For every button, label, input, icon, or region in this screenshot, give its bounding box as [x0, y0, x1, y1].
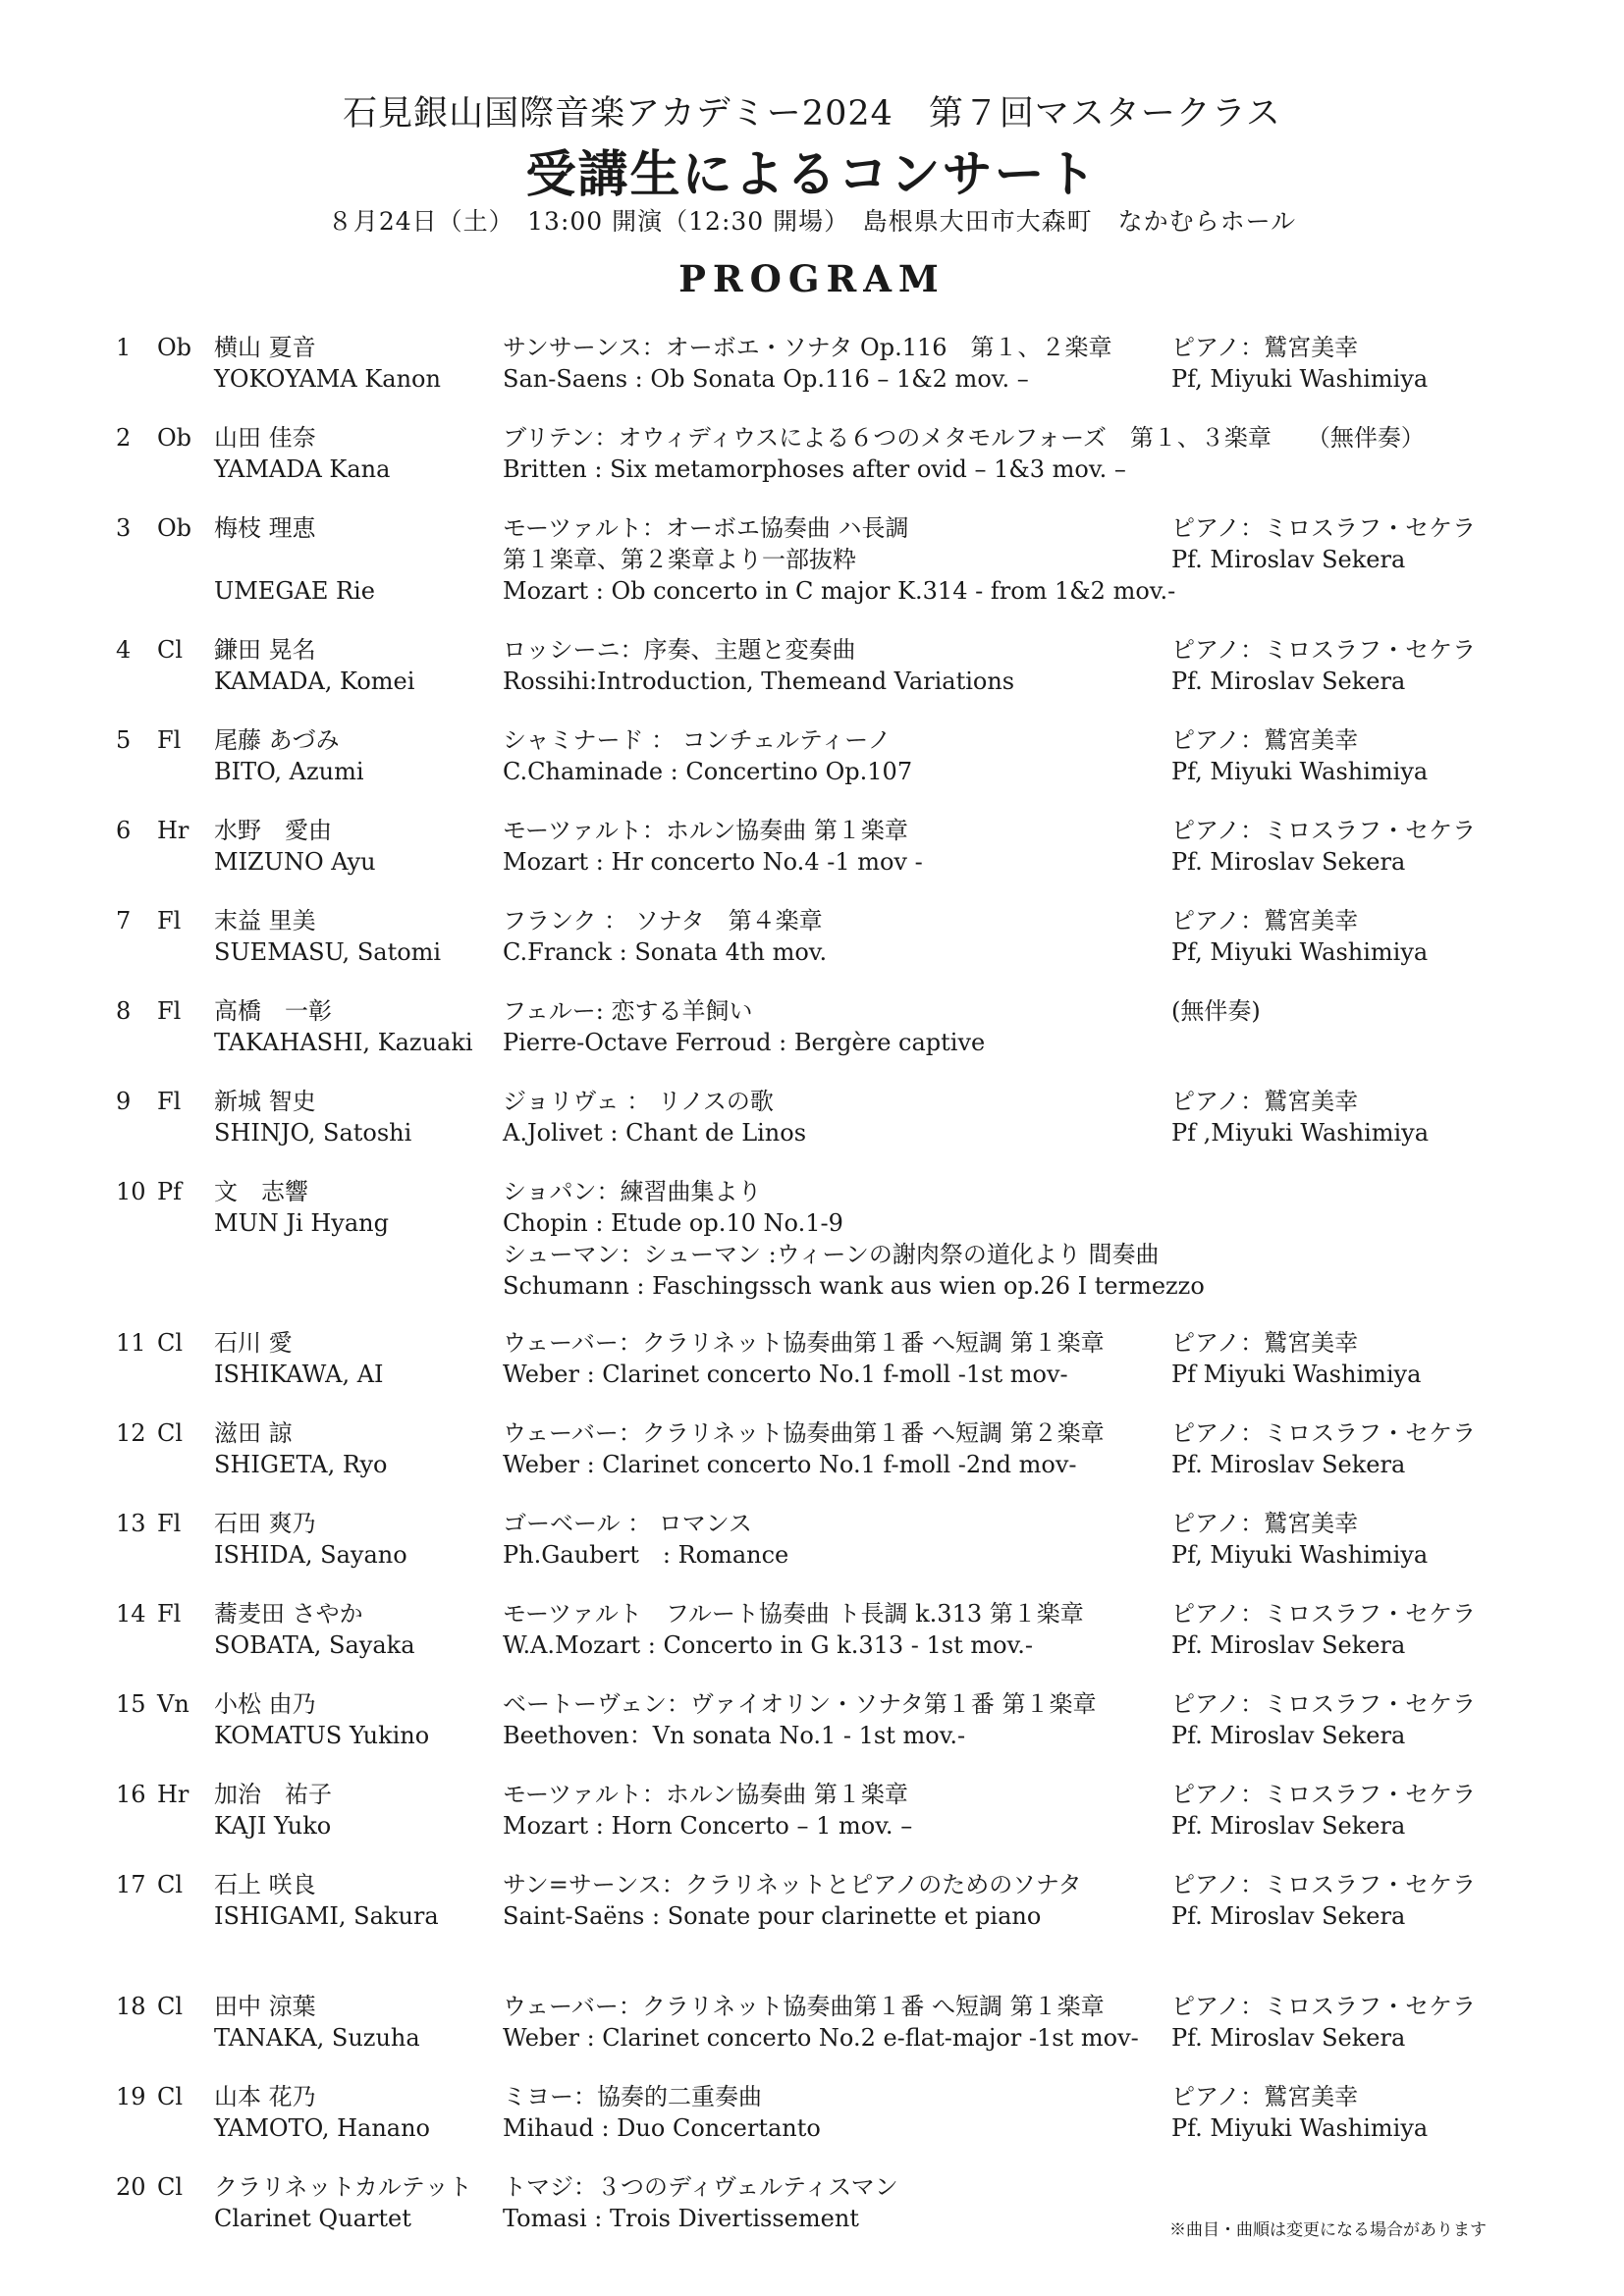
pianist-line: Pf. Miroslav Sekera: [1171, 1451, 1406, 1478]
entry-instrument: Fl: [157, 1600, 182, 1628]
piece-line: フランク ： ソナタ 第４楽章: [503, 907, 823, 934]
pianist-line: Pf, Miyuki Washimiya: [1171, 758, 1429, 785]
entry-number: 13: [116, 1510, 146, 1537]
piece-line: ショパン：練習曲集より: [503, 1178, 762, 1205]
entry-number: 4: [116, 636, 132, 664]
concert-title: 受講生によるコンサート: [525, 145, 1099, 204]
performer-name-en: UMEGAE Rie: [214, 577, 375, 605]
pianist-line: ピアノ：ミロスラフ・セケラ: [1171, 817, 1477, 844]
entry-instrument: Fl: [157, 907, 182, 934]
pianist-line: Pf Miyuki Washimiya: [1171, 1361, 1422, 1388]
pianist-line: Pf, Miyuki Washimiya: [1171, 1541, 1429, 1569]
pianist-line: Pf. Miyuki Washimiya: [1171, 2114, 1429, 2142]
piece-line: ウェーバー：クラリネット協奏曲第１番 へ短調 第１楽章: [503, 1329, 1105, 1357]
entry-number: 11: [116, 1329, 146, 1357]
entry-instrument: Ob: [157, 334, 192, 361]
entry-instrument: Cl: [157, 1419, 184, 1447]
footnote: ※曲目・曲順は変更になる場合があります: [1169, 2220, 1487, 2240]
entry-number: 7: [116, 907, 132, 934]
pianist-line: Pf ,Miyuki Washimiya: [1171, 1119, 1430, 1147]
performer-name-ja: 滋田 諒: [214, 1419, 293, 1447]
pianist-line: Pf. Miroslav Sekera: [1171, 1631, 1406, 1659]
performer-name-en: MIZUNO Ayu: [214, 848, 376, 876]
performer-name-en: SUEMASU, Satomi: [214, 938, 442, 966]
performer-name-en: TAKAHASHI, Kazuaki: [214, 1029, 473, 1056]
performer-name-ja: 蕎麦田 さやか: [214, 1600, 363, 1628]
performer-name-ja: 高橋 一彰: [214, 997, 332, 1025]
performer-name-en: SOBATA, Sayaka: [214, 1631, 415, 1659]
pianist-line: ピアノ：ミロスラフ・セケラ: [1171, 1781, 1477, 1808]
pianist-line: ピアノ：鷲宮美幸: [1171, 726, 1359, 754]
entry-number: 12: [116, 1419, 146, 1447]
piece-line: トマジ：３つのディヴェルティスマン: [503, 2173, 898, 2201]
piece-line: Mihaud : Duo Concertanto: [503, 2114, 821, 2142]
performer-name-en: SHINJO, Satoshi: [214, 1119, 412, 1147]
performer-name-en: TANAKA, Suzuha: [214, 2024, 420, 2052]
pianist-line: (無伴奏): [1171, 997, 1261, 1025]
piece-line: サン=サーンス：クラリネットとピアノのためのソナタ: [503, 1871, 1082, 1898]
entry-instrument: Pf: [157, 1178, 183, 1205]
pianist-line: Pf. Miroslav Sekera: [1171, 1902, 1406, 1930]
performer-name-en: YAMOTO, Hanano: [214, 2114, 431, 2142]
pianist-line: ピアノ：鷲宮美幸: [1171, 2083, 1359, 2110]
pianist-line: ピアノ：ミロスラフ・セケラ: [1171, 514, 1477, 542]
piece-line: モーツァルト：ホルン協奏曲 第１楽章: [503, 1781, 908, 1808]
performer-name-ja: 末益 里美: [214, 907, 316, 934]
entry-number: 5: [116, 726, 132, 754]
pianist-line: ピアノ：ミロスラフ・セケラ: [1171, 1690, 1477, 1718]
entry-number: 15: [116, 1690, 146, 1718]
performer-name-en: YOKOYAMA Kanon: [214, 365, 441, 393]
piece-line: サンサーンス：オーボエ・ソナタ Op.116 第１、２楽章: [503, 334, 1112, 361]
entry-instrument: Vn: [157, 1690, 189, 1718]
performer-name-ja: 尾藤 あづみ: [214, 726, 340, 754]
piece-line: モーツァルト：ホルン協奏曲 第１楽章: [503, 817, 908, 844]
entry-number: 16: [116, 1781, 146, 1808]
piece-line: C.Franck : Sonata 4th mov.: [503, 938, 828, 966]
pianist-line: ピアノ：ミロスラフ・セケラ: [1171, 1993, 1477, 2020]
entry-instrument: Cl: [157, 636, 184, 664]
piece-line: ウェーバー：クラリネット協奏曲第１番 へ短調 第２楽章: [503, 1419, 1105, 1447]
performer-name-ja: 鎌田 晃名: [214, 636, 316, 664]
performer-name-en: KAMADA, Komei: [214, 667, 415, 695]
piece-line: Weber : Clarinet concerto No.1 f-moll -2nd mov-: [503, 1451, 1077, 1478]
program-heading: PROGRAM: [678, 257, 946, 300]
entry-instrument: Hr: [157, 1781, 189, 1808]
pianist-line: ピアノ：鷲宮美幸: [1171, 1329, 1359, 1357]
pianist-line: ピアノ：鷲宮美幸: [1171, 334, 1359, 361]
piece-line: Mozart : Horn Concerto – 1 mov. –: [503, 1812, 913, 1840]
piece-line: Saint-Saëns : Sonate pour clarinette et piano: [503, 1902, 1042, 1930]
piece-line: ブリテン：オウィディウスによる６つのメタモルフォーズ 第１、３楽章 （無伴奏）: [503, 424, 1425, 452]
pianist-line: ピアノ：ミロスラフ・セケラ: [1171, 1600, 1477, 1628]
performer-name-en: BITO, Azumi: [214, 758, 364, 785]
piece-line: Ph.Gaubert : Romance: [503, 1541, 789, 1569]
pianist-line: Pf, Miyuki Washimiya: [1171, 365, 1429, 393]
pianist-line: ピアノ：鷲宮美幸: [1171, 907, 1359, 934]
piece-line: Mozart : Ob concerto in C major K.314 - from 1&2 mov.-: [503, 577, 1176, 605]
entry-instrument: Fl: [157, 997, 182, 1025]
entry-instrument: Cl: [157, 2083, 184, 2110]
performer-name-ja: 石上 咲良: [214, 1871, 316, 1898]
entry-instrument: Cl: [157, 1329, 184, 1357]
entry-number: 8: [116, 997, 132, 1025]
academy-title: 石見銀山国際音楽アカデミー2024 第７回マスタークラス: [343, 94, 1281, 133]
event-info: ８月24日（土） 13:00 開演（12:30 開場） 島根県大田市大森町 なかむらホール: [327, 207, 1297, 236]
entry-instrument: Ob: [157, 514, 192, 542]
entry-instrument: Fl: [157, 726, 182, 754]
piece-line: Chopin : Etude op.10 No.1-9: [503, 1209, 843, 1237]
piece-line: W.A.Mozart : Concerto in G k.313 - 1st mov.-: [503, 1631, 1034, 1659]
performer-name-ja: 横山 夏音: [214, 334, 316, 361]
entry-number: 10: [116, 1178, 146, 1205]
entry-instrument: Fl: [157, 1088, 182, 1115]
entry-number: 19: [116, 2083, 146, 2110]
performer-name-en: ISHIKAWA, AI: [214, 1361, 384, 1388]
performer-name-ja: 加治 祐子: [214, 1781, 332, 1808]
entry-number: 2: [116, 424, 132, 452]
entry-number: 3: [116, 514, 132, 542]
piece-line: Beethoven：Vn sonata No.1 - 1st mov.-: [503, 1722, 966, 1749]
piece-line: モーツァルト フルート協奏曲 ト長調 k.313 第１楽章: [503, 1600, 1084, 1628]
entry-number: 9: [116, 1088, 132, 1115]
pianist-line: ピアノ：ミロスラフ・セケラ: [1171, 1419, 1477, 1447]
pianist-line: ピアノ：鷲宮美幸: [1171, 1510, 1359, 1537]
performer-name-en: Clarinet Quartet: [214, 2205, 411, 2232]
pianist-line: Pf, Miyuki Washimiya: [1171, 938, 1429, 966]
piece-line: ミヨー：協奏的二重奏曲: [503, 2083, 762, 2110]
piece-line: Britten : Six metamorphoses after ovid – 1&3 mov. –: [503, 455, 1126, 483]
entry-instrument: Ob: [157, 424, 192, 452]
piece-line: Pierre-Octave Ferroud : Bergère captive: [503, 1029, 986, 1056]
performer-name-ja: 水野 愛由: [214, 817, 332, 844]
performer-name-en: MUN Ji Hyang: [214, 1209, 389, 1237]
pianist-line: Pf. Miroslav Sekera: [1171, 667, 1406, 695]
piece-line: ウェーバー：クラリネット協奏曲第１番 へ短調 第１楽章: [503, 1993, 1105, 2020]
performer-name-ja: 石川 愛: [214, 1329, 293, 1357]
performer-name-ja: クラリネットカルテット: [214, 2173, 472, 2201]
piece-line: フェルー: 恋する羊飼い: [503, 997, 753, 1025]
entry-number: 14: [116, 1600, 146, 1628]
entry-number: 18: [116, 1993, 146, 2020]
pianist-line: Pf. Miroslav Sekera: [1171, 1812, 1406, 1840]
piece-line: Weber : Clarinet concerto No.1 f-moll -1st mov-: [503, 1361, 1068, 1388]
performer-name-en: YAMADA Kana: [214, 455, 391, 483]
performer-name-en: KOMATUS Yukino: [214, 1722, 430, 1749]
performer-name-ja: 山本 花乃: [214, 2083, 316, 2110]
pianist-line: Pf. Miroslav Sekera: [1171, 848, 1406, 876]
piece-line: Weber : Clarinet concerto No.2 e-flat-major -1st mov-: [503, 2024, 1139, 2052]
entry-number: 17: [116, 1871, 146, 1898]
piece-line: ベートーヴェン：ヴァイオリン・ソナタ第１番 第１楽章: [503, 1690, 1097, 1718]
pianist-line: Pf. Miroslav Sekera: [1171, 546, 1406, 573]
entry-number: 6: [116, 817, 132, 844]
performer-name-ja: 梅枝 理恵: [214, 514, 316, 542]
piece-line: Rossihi:Introduction, Themeand Variations: [503, 667, 1015, 695]
pianist-line: Pf. Miroslav Sekera: [1171, 2024, 1406, 2052]
entry-instrument: Cl: [157, 1993, 184, 2020]
performer-name-ja: 田中 涼葉: [214, 1993, 316, 2020]
piece-line: Schumann : Faschingssch wank aus wien op.26 I termezzo: [503, 1272, 1205, 1300]
piece-line: A.Jolivet : Chant de Linos: [503, 1119, 807, 1147]
performer-name-en: ISHIGAMI, Sakura: [214, 1902, 439, 1930]
piece-line: シャミナード ： コンチェルティーノ: [503, 726, 892, 754]
performer-name-ja: 石田 爽乃: [214, 1510, 316, 1537]
piece-line: Tomasi : Trois Divertissement: [503, 2205, 859, 2232]
performer-name-ja: 山田 佳奈: [214, 424, 316, 452]
entry-number: 20: [116, 2173, 146, 2201]
performer-name-ja: 小松 由乃: [214, 1690, 316, 1718]
pianist-line: Pf. Miroslav Sekera: [1171, 1722, 1406, 1749]
performer-name-en: KAJI Yuko: [214, 1812, 332, 1840]
pianist-line: ピアノ：ミロスラフ・セケラ: [1171, 1871, 1477, 1898]
performer-name-ja: 文 志響: [214, 1178, 308, 1205]
piece-line: Mozart : Hr concerto No.4 -1 mov -: [503, 848, 923, 876]
performer-name-en: ISHIDA, Sayano: [214, 1541, 407, 1569]
piece-line: モーツァルト：オーボエ協奏曲 ハ長調: [503, 514, 909, 542]
pianist-line: ピアノ：ミロスラフ・セケラ: [1171, 636, 1477, 664]
piece-line: ジョリヴェ ： リノスの歌: [503, 1088, 774, 1115]
piece-line: San-Saens : Ob Sonata Op.116 – 1&2 mov. –: [503, 365, 1029, 393]
pianist-line: ピアノ：鷲宮美幸: [1171, 1088, 1359, 1115]
entry-number: 1: [116, 334, 132, 361]
entry-instrument: Fl: [157, 1510, 182, 1537]
performer-name-en: SHIGETA, Ryo: [214, 1451, 388, 1478]
entry-instrument: Hr: [157, 817, 189, 844]
piece-line: ゴーベール ： ロマンス: [503, 1510, 753, 1537]
performer-name-ja: 新城 智史: [214, 1088, 316, 1115]
entry-instrument: Cl: [157, 2173, 184, 2201]
piece-line: 第１楽章、第２楽章より一部抜粋: [503, 546, 856, 573]
piece-line: シューマン：シューマン :ウィーンの謝肉祭の道化より 間奏曲: [503, 1241, 1160, 1268]
entry-instrument: Cl: [157, 1871, 184, 1898]
piece-line: ロッシーニ：序奏、主題と変奏曲: [503, 636, 856, 664]
piece-line: C.Chaminade : Concertino Op.107: [503, 758, 913, 785]
